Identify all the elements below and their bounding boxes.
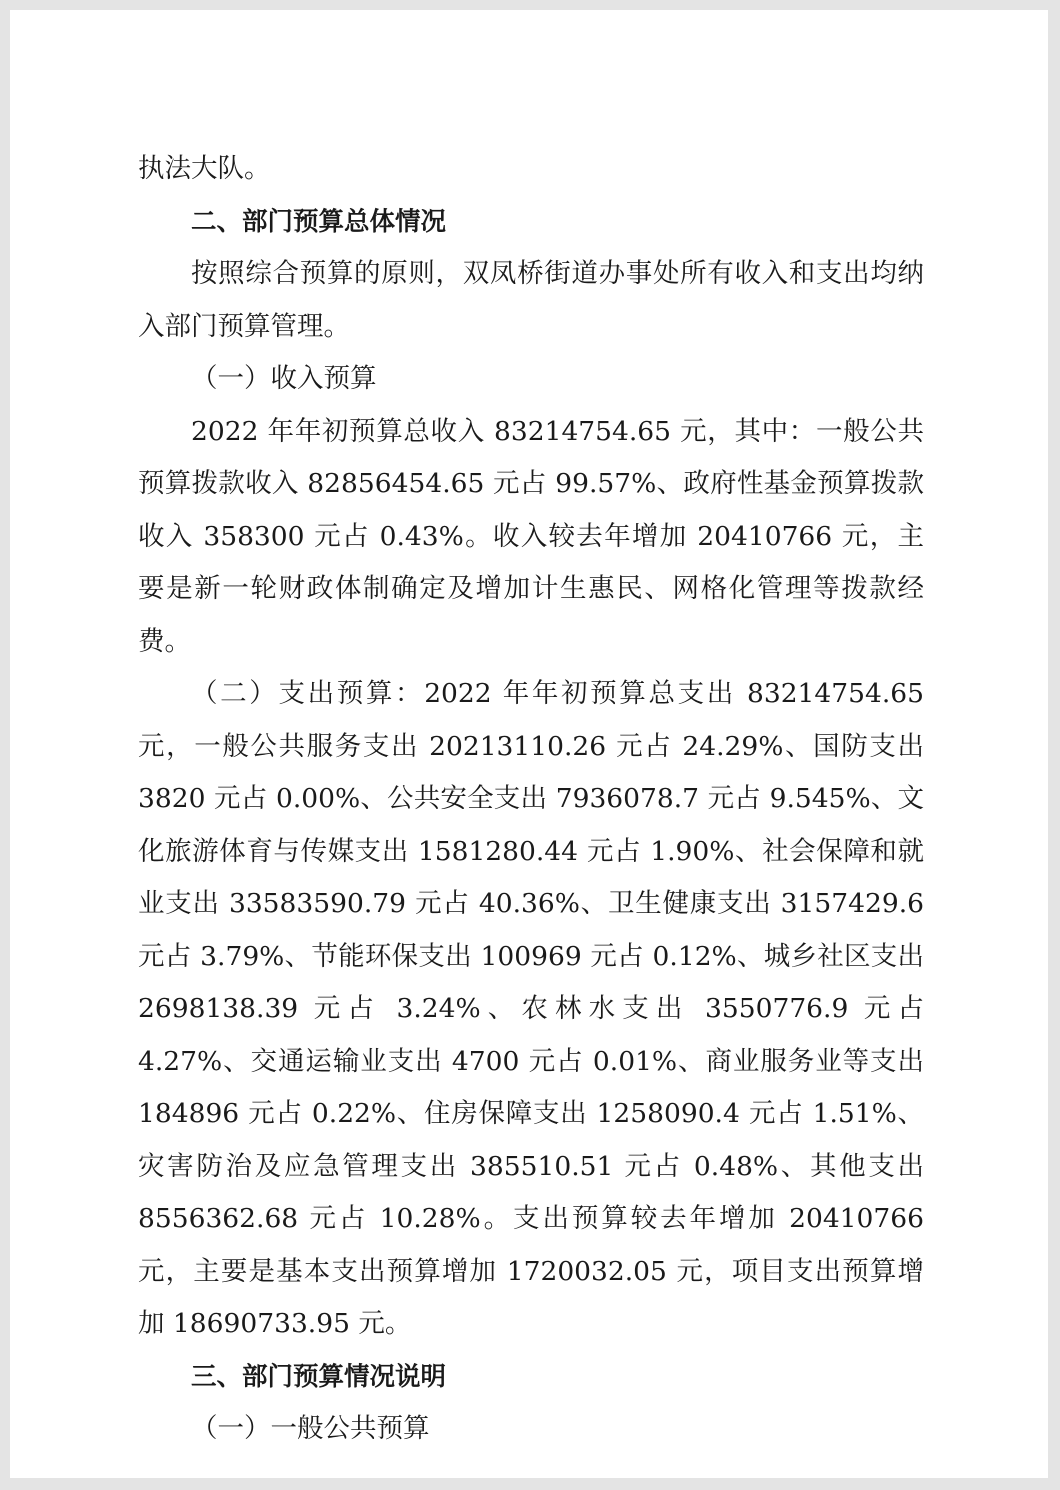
document-body xyxy=(138,143,924,1456)
document-page xyxy=(10,10,1048,1478)
section-heading-overall-budget: 二、部门预算总体情况 xyxy=(191,206,447,237)
subheading-general-public-budget: （一）一般公共预算 xyxy=(191,1413,430,1444)
paragraph-continuation: 执法大队。 xyxy=(138,153,271,184)
section-heading-budget-explanation: 三、部门预算情况说明 xyxy=(191,1361,447,1392)
paragraph-income-details: 2022 年年初预算总收入 83214754.65 元，其中：一般公共预算拨款收入 82856454.65 元占 99.57%、政府性基金预算拨款收入 358300 元占 0.43%。收入较去年增加 20410766 元，主要是新一轮财政体制确定及增加计生惠民、网格化管理等拨款经费。 xyxy=(138,415,924,657)
paragraph-expenditure-details: （二）支出预算：2022 年年初预算总支出 83214754.65 元，一般公共服务支出 20213110.26 元占 24.29%、国防支出 3820 元占 0.00%、公共安全支出 7936078.7 元占 9.545%、文化旅游体育与传媒支出 1581280.44 元占 1.90%、社会保障和就业支出 33583590.79 元占 40.36%、卫生健康支出 3157429.6 元占 3.79%、节能环保支出 100969 元占 0.12%、城乡社区支出 2698138.39 元占 3.24%、农林水支出 3550776.9 元占 4.27%、交通运输业支出 4700 元占 0.01%、商业服务业等支出 184896 元占 0.22%、住房保障支出 1258090.4 元占 1.51%、灾害防治及应急管理支出 385510.51 元占 0.48%、其他支出 8556362.68 元占 10.28%。支出预算较去年增加 20410766 元，主要是基本支出预算增加 1720032.05 元，项目支出预算增加 18690733.95 元。 xyxy=(138,678,924,1339)
subheading-income-budget: （一）收入预算 xyxy=(191,363,377,394)
paragraph-budget-principle: 按照综合预算的原则，双凤桥街道办事处所有收入和支出均纳入部门预算管理。 xyxy=(138,258,924,342)
